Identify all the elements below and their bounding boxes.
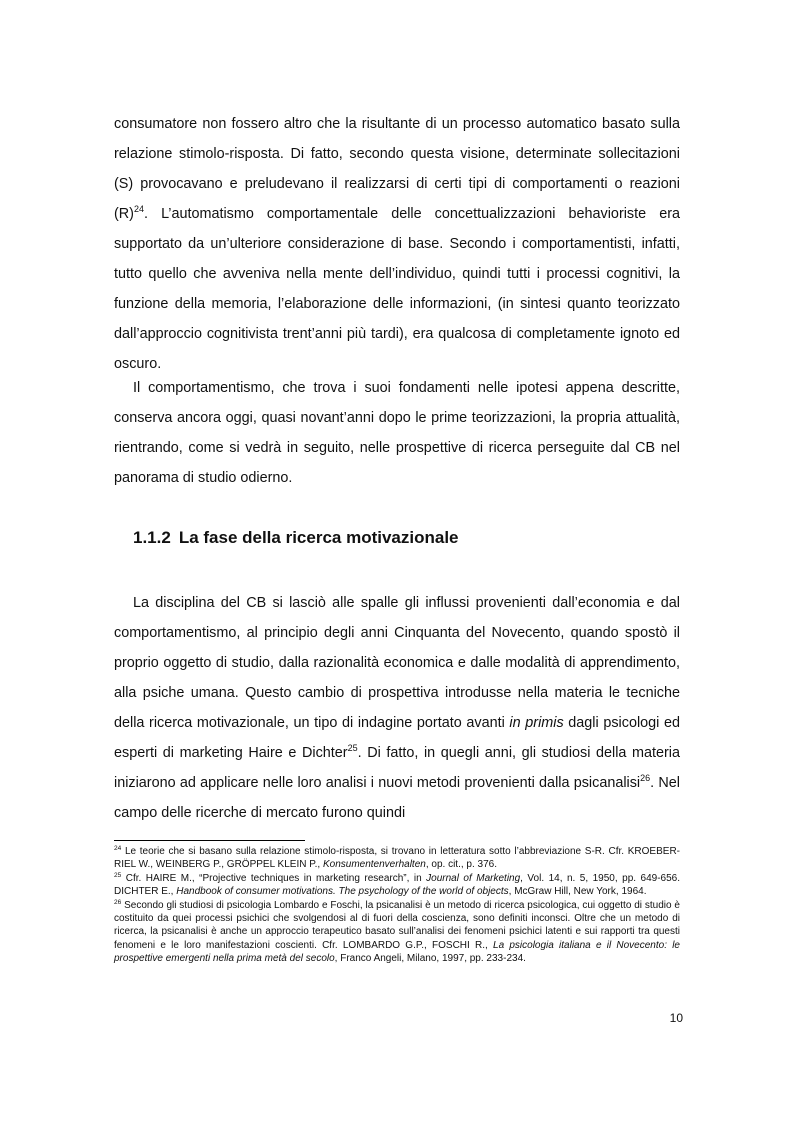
paragraph-continued xyxy=(114,109,680,379)
paragraph-text: . Nel campo delle ricerche di mercato furono quindi xyxy=(114,775,680,821)
footnote-mark: 25 xyxy=(114,871,122,879)
footnote-text: Secondo gli studiosi di psicologia Lombardo e Foschi, la psicanalisi è un metodo di ricerca psicologica, cui oggetto di studio è costituito da quei processi psichici che svolgendosi al di fuori della coscienza, sono definiti inconsci. Oltre che un metodo di ricerca, la psicanalisi è anche un approccio terapeutico basato sull’analisi dei fenomeni psichici latenti e sui rapporti tra questi fenomeni e le loro manifestazioni coscienti. Cfr. LOMBARDO G.P., FOSCHI R., xyxy=(114,899,680,951)
footnote-24 xyxy=(114,845,680,872)
section-heading xyxy=(133,528,459,548)
footnote-ref-26[interactable]: 26 xyxy=(640,773,651,783)
footnote-mark: 24 xyxy=(114,845,122,852)
paragraph-text: La disciplina del CB si lasciò alle spalle gli influssi provenienti dall’economia e dal comportamentismo, al principio degli anni Cinquanta del Novecento, quando spostò il proprio oggetto di studio, dalla razionalità economica e dalle modalità di apprendimento, alla psiche umana. Questo cambio di prospettiva introdusse nella materia le tecniche della ricerca motivazionale, un tipo di indagine portato avanti xyxy=(114,595,680,731)
section-number: 1.1.2 xyxy=(133,528,171,547)
footnote-text: Cfr. HAIRE M., “Projective techniques in marketing research”, in xyxy=(121,872,427,884)
footnote-text: , McGraw Hill, New York, 1964. xyxy=(508,886,647,898)
footnote-text: , Franco Angeli, Milano, 1997, pp. 233-234. xyxy=(334,953,526,965)
paragraph-ricerca-motivazionale xyxy=(114,588,680,828)
footnote-italic: La psicologia italiana e il Novecento: le prospettive emergenti nella prima metà del secolo xyxy=(114,939,680,965)
footnote-italic: Journal of Marketing xyxy=(426,872,521,884)
paragraph-text: Il comportamentismo, che trova i suoi fondamenti nelle ipotesi appena descritte, conserva ancora oggi, quasi novant’anni dopo le prime teorizzazioni, la propria attualità, rientrando, come si vedrà in seguito, nelle prospettive di ricerca perseguite dal CB nel panorama di studio odierno. xyxy=(114,380,680,486)
footnote-text: , op. cit., p. 376. xyxy=(425,859,497,871)
paragraph-text: . Di fatto, in quegli anni, gli studiosi della materia iniziarono ad applicare nelle loro analisi i nuovi metodi provenienti dalla psicanalisi xyxy=(114,745,681,791)
page-number: 10 xyxy=(669,1011,683,1025)
footnote-text: , Vol. 14, n. 5, 1950, pp. 649-656. DICHTER E., xyxy=(114,872,680,898)
footnote-ref-25[interactable]: 25 xyxy=(347,743,358,753)
paragraph-text: . L’automatismo comportamentale delle concettualizzazioni behavioriste era supportato da un’ulteriore considerazione di base. Secondo i comportamentisti, infatti, tutto quello che avveniva nella mente dell’individuo, quindi tutti i processi cognitivi, la funzione della memoria, l’elaborazione delle informazioni, (in sintesi quanto teorizzato dall’approccio cognitivista trent’anni più tardi), era qualcosa di completamente ignoto ed oscuro. xyxy=(114,206,680,372)
footnote-separator xyxy=(114,840,305,841)
paragraph-text: consumatore non fossero altro che la risultante di un processo automatico basato sulla relazione stimolo-risposta. Di fatto, secondo questa visione, determinate sollecitazioni (S) provocavano e preludevano il realizzarsi di certi tipi di comportamenti o reazioni (R) xyxy=(114,116,680,222)
footnote-text: Le teorie che si basano sulla relazione stimolo-risposta, si trovano in letteratura sotto l’abbreviazione S-R. Cfr. KROEBER-RIEL W., WEINBERG P., GRÖPPEL KLEIN P., xyxy=(114,846,680,871)
footnote-25 xyxy=(114,872,680,899)
footnote-italic: Konsumentenverhalten xyxy=(322,859,426,871)
footnote-26 xyxy=(114,899,680,966)
footnote-italic: Handbook of consumer motivations. The psychology of the world of objects xyxy=(176,886,509,898)
footnote-ref-24[interactable]: 24 xyxy=(133,204,144,214)
footnote-mark: 26 xyxy=(114,898,122,906)
paragraph-comportamentismo xyxy=(114,373,680,493)
italic-text: in primis xyxy=(509,715,564,731)
section-title: La fase della ricerca motivazionale xyxy=(178,528,459,547)
footnotes xyxy=(114,845,680,966)
paragraph-text: dagli psicologi ed esperti di marketing Haire e Dichter xyxy=(114,715,681,761)
